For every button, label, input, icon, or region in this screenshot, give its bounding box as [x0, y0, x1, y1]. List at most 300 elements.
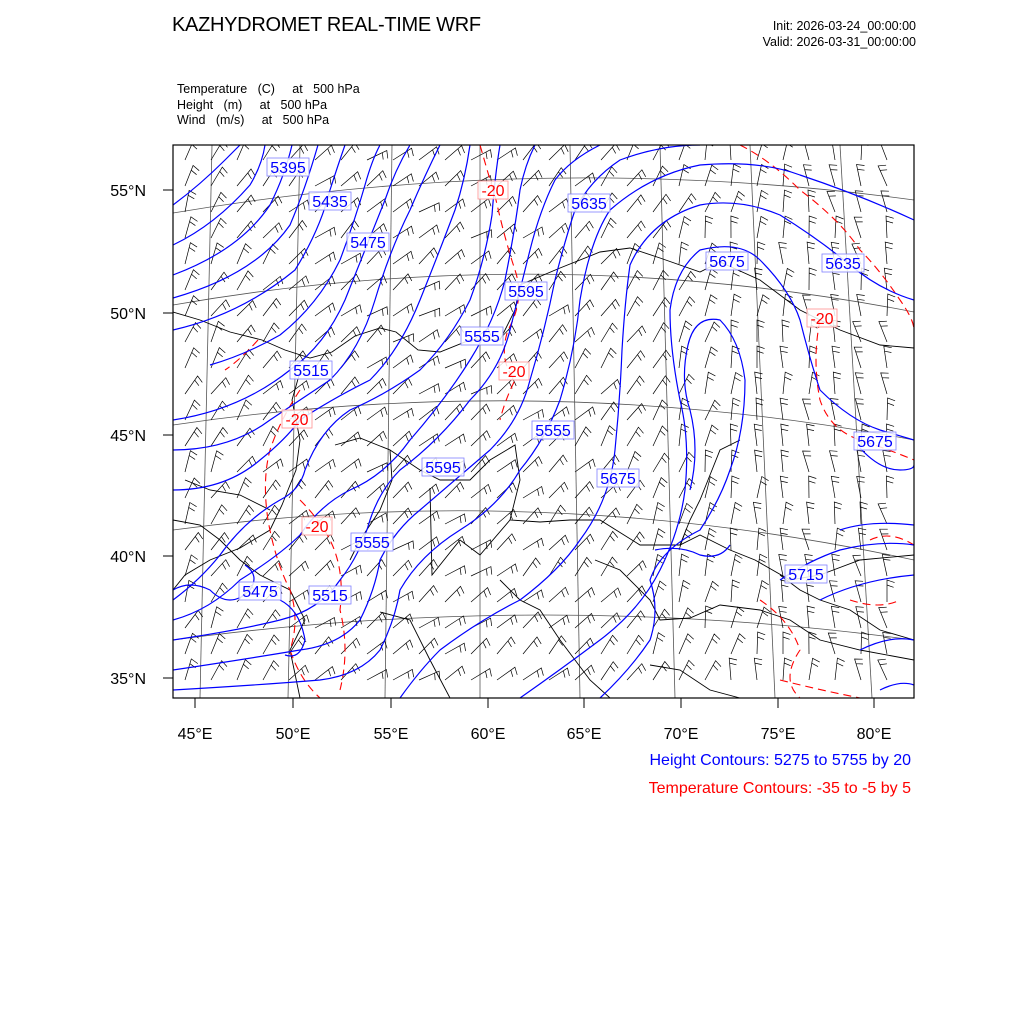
variable-temperature: Temperature (C) at 500 hPa: [177, 82, 360, 96]
wind-barb: [549, 199, 569, 212]
wind-barb: [393, 408, 414, 420]
wind-barb: [289, 561, 309, 576]
wind-barb: [884, 346, 892, 368]
init-time: Init: 2026-03-24_00:00:00: [772, 19, 916, 33]
wind-barb: [575, 349, 591, 368]
wind-barb: [263, 531, 280, 550]
wind-barb: [878, 503, 887, 524]
wind-barb: [803, 165, 811, 186]
wind-barb: [834, 502, 842, 524]
wind-barb: [237, 400, 252, 420]
height-contour-label: 5675: [709, 254, 745, 271]
wind-barb: [445, 359, 466, 368]
wind-barb: [419, 434, 439, 446]
wind-barb: [211, 192, 227, 212]
wind-barb: [497, 148, 517, 160]
wind-barb: [861, 138, 870, 160]
wind-barb: [705, 295, 717, 316]
wind-barb: [832, 138, 840, 160]
wind-barb: [471, 431, 490, 446]
wind-barb: [857, 476, 865, 498]
wind-barb: [341, 406, 361, 420]
wind-barb: [731, 320, 739, 342]
wind-barb: [445, 586, 464, 602]
wind-barb: [341, 253, 362, 264]
wind-barb: [497, 637, 515, 654]
wind-barb: [367, 276, 387, 290]
wind-barb: [705, 661, 721, 680]
height-contour-label: 5555: [535, 423, 571, 440]
wind-barb: [549, 587, 569, 602]
country-borders: [173, 248, 914, 698]
wind-barb: [627, 635, 644, 654]
wind-barb: [803, 139, 811, 160]
wind-barb: [445, 482, 464, 498]
wind-barb: [185, 166, 199, 187]
height-contour-label: 5475: [242, 584, 278, 601]
wind-barb: [730, 138, 738, 160]
wind-barb: [575, 407, 595, 420]
wind-barb: [679, 660, 694, 680]
wind-barb: [393, 669, 414, 680]
wind-barb: [549, 352, 568, 368]
wind-barb: [419, 671, 440, 680]
wind-barb: [341, 305, 362, 316]
height-contour-label: 5595: [425, 460, 461, 477]
wind-barb: [653, 453, 670, 472]
wind-barb: [419, 356, 439, 368]
wind-barb: [809, 268, 817, 290]
wind-barb: [523, 637, 541, 654]
wind-barb: [653, 426, 668, 446]
wind-barb: [237, 169, 255, 186]
wind-barb: [497, 589, 517, 603]
wind-barb: [653, 529, 665, 550]
wind-barb: [419, 638, 438, 654]
wind-barb: [185, 503, 197, 525]
wind-barb: [781, 424, 789, 446]
wind-barb: [497, 564, 517, 576]
wind-barb: [879, 321, 888, 342]
wind-barb: [419, 308, 440, 317]
wind-barb: [367, 670, 388, 680]
wind-barb: [549, 535, 569, 550]
wind-barb: [731, 398, 740, 420]
wind-barb: [263, 323, 279, 342]
temperature-contour-legend: Temperature Contours: -35 to -5 by 5: [648, 780, 911, 797]
wind-barb: [471, 567, 492, 576]
wind-barb: [830, 451, 838, 472]
wind-barb: [731, 216, 739, 238]
wind-barb: [367, 407, 387, 420]
wind-barb: [783, 268, 794, 290]
wind-barb: [757, 346, 765, 368]
wind-barb: [783, 372, 793, 394]
wind-barb: [575, 300, 594, 316]
wind-barb: [523, 410, 544, 421]
height-contour-label: 5475: [350, 235, 386, 252]
wind-barb: [601, 272, 618, 290]
wind-barb: [419, 281, 440, 290]
wind-barb: [419, 225, 439, 238]
height-contour-label: 5515: [293, 363, 329, 380]
wind-barb: [471, 404, 490, 420]
wind-barb: [832, 346, 840, 368]
wind-barb: [445, 171, 464, 186]
wind-barb: [237, 609, 253, 628]
wind-barb: [653, 662, 670, 681]
wind-barb: [757, 554, 767, 576]
wind-barb: [185, 243, 197, 264]
wind-barb: [783, 632, 791, 654]
wind-barb: [471, 199, 491, 212]
wind-barb: [263, 635, 279, 654]
wind-barb: [523, 299, 541, 317]
wind-barb: [289, 324, 306, 342]
lon-tick-75: 75°E: [760, 726, 796, 743]
lon-tick-80: 80°E: [856, 726, 892, 743]
wind-barb: [445, 566, 466, 576]
wind-barb: [341, 351, 359, 368]
wind-barb: [575, 507, 593, 524]
wind-barb: [471, 588, 491, 602]
wind-barb: [211, 634, 225, 654]
wind-barb: [705, 165, 718, 186]
wind-barb: [653, 478, 667, 498]
wind-barb: [855, 659, 863, 680]
wind-barb: [211, 378, 230, 394]
wind-barb: [185, 451, 197, 472]
wind-barb: [803, 451, 812, 472]
wind-barb: [827, 191, 836, 212]
wind-barb: [780, 528, 788, 550]
wind-barb: [809, 658, 820, 680]
wind-barb: [445, 434, 465, 446]
wind-barb: [315, 481, 333, 498]
wind-barb: [315, 252, 335, 264]
lon-tick-45: 45°E: [177, 726, 213, 743]
wind-barb: [367, 325, 385, 342]
wind-barb: [679, 242, 689, 264]
wind-barb: [601, 167, 617, 186]
temperature-contour-label: -20: [502, 364, 526, 381]
wind-barb: [315, 379, 334, 395]
wind-barb: [263, 610, 280, 628]
wind-barb: [289, 300, 308, 316]
wind-barb: [445, 616, 465, 628]
wind-barb: [211, 321, 225, 342]
wind-barb: [575, 482, 594, 498]
wind-barb: [393, 226, 413, 238]
wind-barb: [754, 424, 762, 446]
wind-barb: [829, 581, 837, 602]
wind-barb: [289, 590, 309, 602]
wind-barb: [807, 424, 815, 446]
wind-barb: [731, 607, 744, 628]
wind-barb: [211, 348, 225, 368]
height-contour-label: 5555: [354, 535, 390, 552]
wind-barb: [887, 580, 895, 602]
wind-barb: [705, 477, 717, 498]
wind-barb: [315, 303, 335, 316]
wind-barb: [879, 139, 888, 160]
wind-barb: [315, 560, 334, 576]
wind-barb: [549, 305, 570, 316]
wind-barb: [523, 538, 544, 550]
wind-barb: [263, 223, 282, 238]
wind-barb: [855, 191, 863, 212]
wind-barb: [627, 427, 644, 446]
wind-barb: [263, 402, 281, 420]
wind-barb: [497, 406, 517, 421]
wind-barb: [887, 398, 895, 420]
wind-barb: [705, 554, 715, 576]
wind-barb: [315, 227, 336, 238]
wind-barb: [393, 251, 413, 264]
wind-barb: [705, 528, 716, 550]
wind-barb: [757, 581, 769, 602]
wind-barb: [831, 606, 839, 628]
wind-barb: [627, 404, 646, 420]
wind-barb: [601, 531, 618, 550]
wind-barb: [445, 146, 465, 160]
wind-barb: [445, 514, 466, 524]
wind-barb: [575, 221, 593, 238]
wind-barb: [341, 638, 360, 654]
wind-barb: [779, 242, 787, 264]
wind-barb: [885, 242, 893, 264]
wind-barb: [575, 459, 595, 472]
wind-barb: [757, 139, 770, 160]
wind-barb: [781, 450, 789, 472]
lon-tick-60: 60°E: [470, 726, 506, 743]
wind-barb: [782, 320, 790, 342]
wind-barb: [627, 297, 643, 316]
wind-barb: [419, 618, 440, 629]
wind-barb: [653, 270, 669, 290]
wind-barb: [185, 140, 200, 160]
wind-barb: [445, 666, 465, 680]
wind-barb: [185, 659, 198, 680]
wind-barb: [185, 376, 202, 394]
wind-barb: [780, 398, 788, 420]
height-contour-label: 5435: [312, 194, 348, 211]
wind-barb: [601, 588, 621, 602]
wind-barb: [601, 402, 618, 420]
height-contour-legend: Height Contours: 5275 to 5755 by 20: [649, 752, 911, 769]
wind-barb: [237, 660, 251, 680]
wind-barb: [393, 508, 412, 524]
wind-barb: [833, 372, 841, 394]
wind-barb: [341, 377, 359, 394]
wind-barb: [856, 607, 864, 628]
temperature-contour-label: -20: [305, 519, 329, 536]
wind-barb: [601, 426, 615, 446]
wind-barb: [857, 294, 865, 316]
variable-wind: Wind (m/s) at 500 hPa: [177, 113, 330, 127]
wind-barb: [883, 632, 891, 654]
wind-barb: [730, 528, 738, 550]
wind-barb: [627, 351, 645, 368]
height-contour-label: 5675: [857, 434, 893, 451]
wind-barb: [237, 325, 255, 342]
wind-barb: [705, 192, 721, 212]
wind-barb: [523, 329, 543, 342]
wind-barb: [315, 459, 335, 472]
wind-barb: [497, 615, 517, 628]
wind-barb: [367, 151, 388, 161]
wind-barb: [471, 669, 492, 680]
wind-barb: [679, 554, 689, 576]
wind-barb: [341, 172, 361, 186]
wind-barb: [523, 558, 540, 576]
height-contour-label: 5555: [464, 329, 500, 346]
wind-barb: [705, 634, 720, 654]
wind-barb: [807, 606, 815, 628]
wind-barb: [289, 665, 309, 680]
wind-barb: [754, 658, 762, 680]
wind-barb: [263, 276, 283, 290]
wind-barb: [575, 427, 591, 446]
wind-barb: [881, 373, 889, 394]
wind-barb: [471, 306, 492, 316]
wind-barb: [705, 450, 713, 472]
wind-barb: [601, 348, 616, 368]
height-contour-label: 5635: [571, 196, 607, 213]
lat-tick-40: 40°N: [110, 549, 146, 566]
wind-barb: [757, 632, 765, 654]
lat-tick-50: 50°N: [110, 306, 146, 323]
wind-barb: [783, 502, 793, 524]
wind-barb: [679, 580, 690, 602]
wind-barb: [263, 661, 279, 680]
wind-barb: [705, 347, 718, 368]
wind-barb: [731, 554, 742, 576]
wind-barb: [549, 223, 569, 238]
wind-barb: [367, 171, 386, 186]
wind-barb: [497, 460, 517, 472]
wind-barb: [757, 216, 768, 238]
wind-barb: [263, 459, 283, 472]
wind-barb: [705, 322, 720, 342]
wind-barb: [731, 502, 742, 524]
wind-barb: [523, 487, 544, 499]
wind-barb: [679, 297, 695, 316]
wind-barb: [601, 380, 621, 395]
wind-barb: [211, 300, 230, 316]
height-contour-label: 5635: [825, 256, 861, 273]
wind-barb: [627, 586, 646, 602]
wind-barb: [879, 607, 888, 628]
wind-barb: [653, 400, 668, 420]
wind-barb: [627, 244, 641, 265]
wind-barb: [393, 591, 414, 602]
wind-barb: [393, 482, 412, 498]
wind-barb: [315, 637, 333, 654]
wind-barb: [878, 165, 887, 186]
height-contour-label: 5595: [508, 284, 544, 301]
wind-barb: [445, 643, 466, 654]
height-contour-label: 5515: [312, 588, 348, 605]
wind-barb: [653, 323, 669, 342]
wind-barb: [575, 327, 595, 342]
wind-barb: [705, 581, 719, 602]
temperature-contour-label: -20: [810, 311, 834, 328]
wind-barb: [857, 165, 865, 187]
wind-barb: [497, 667, 517, 680]
wind-barb: [393, 640, 413, 654]
wind-barb: [627, 532, 644, 550]
wind-barb: [653, 581, 666, 602]
wind-barb: [185, 580, 196, 602]
wind-barb: [185, 190, 196, 212]
wind-barb: [549, 455, 567, 472]
wind-barb: [627, 561, 646, 576]
wind-barb: [679, 374, 694, 394]
wind-barb: [731, 373, 743, 395]
wind-barb: [263, 299, 281, 317]
wind-barb: [601, 299, 620, 316]
wind-barb: [705, 425, 718, 446]
wind-barb: [783, 190, 792, 212]
wind-barb: [341, 327, 360, 342]
wind-barb: [679, 217, 691, 238]
wind-barb: [211, 167, 227, 186]
lat-tick-55: 55°N: [110, 183, 146, 200]
wind-barb: [757, 477, 769, 499]
temperature-contour-label: -20: [285, 412, 309, 429]
wind-barb: [809, 476, 817, 498]
wind-barb: [419, 511, 439, 524]
lon-tick-70: 70°E: [663, 726, 699, 743]
wind-barb: [832, 554, 840, 576]
lon-tick-55: 55°E: [373, 726, 409, 743]
valid-time: Valid: 2026-03-31_00:00:00: [762, 35, 916, 49]
wind-barb: [780, 346, 788, 368]
wind-barb: [829, 165, 837, 186]
wind-barb: [880, 529, 889, 550]
wind-barb: [601, 635, 618, 654]
wind-barb: [831, 476, 839, 498]
wind-barb: [627, 504, 642, 524]
wind-barb: [705, 138, 715, 160]
wind-barb: [263, 351, 281, 368]
wind-barb: [237, 535, 256, 550]
wind-barb: [237, 375, 254, 394]
wind-barb: [523, 612, 542, 628]
wind-barb: [393, 304, 413, 316]
wind-barb: [653, 298, 670, 316]
wind-barb: [731, 191, 745, 212]
wind-barb: [653, 633, 665, 654]
wind-barb: [263, 426, 279, 446]
wind-barb: [471, 251, 491, 264]
wind-barb: [807, 502, 815, 524]
wind-barb: [601, 323, 618, 342]
wind-barb: [263, 141, 280, 160]
wind-barb: [419, 203, 440, 212]
wind-barb: [780, 476, 788, 498]
wind-barb: [755, 450, 763, 472]
wind-barb: [783, 294, 793, 316]
wind-barb: [679, 424, 689, 446]
wind-barb: [419, 560, 438, 576]
wind-barb: [211, 607, 223, 628]
variable-height: Height (m) at 500 hPa: [177, 97, 328, 112]
lat-axis: [110, 183, 173, 688]
wind-barb: [445, 274, 464, 290]
wind-barb: [835, 658, 845, 680]
